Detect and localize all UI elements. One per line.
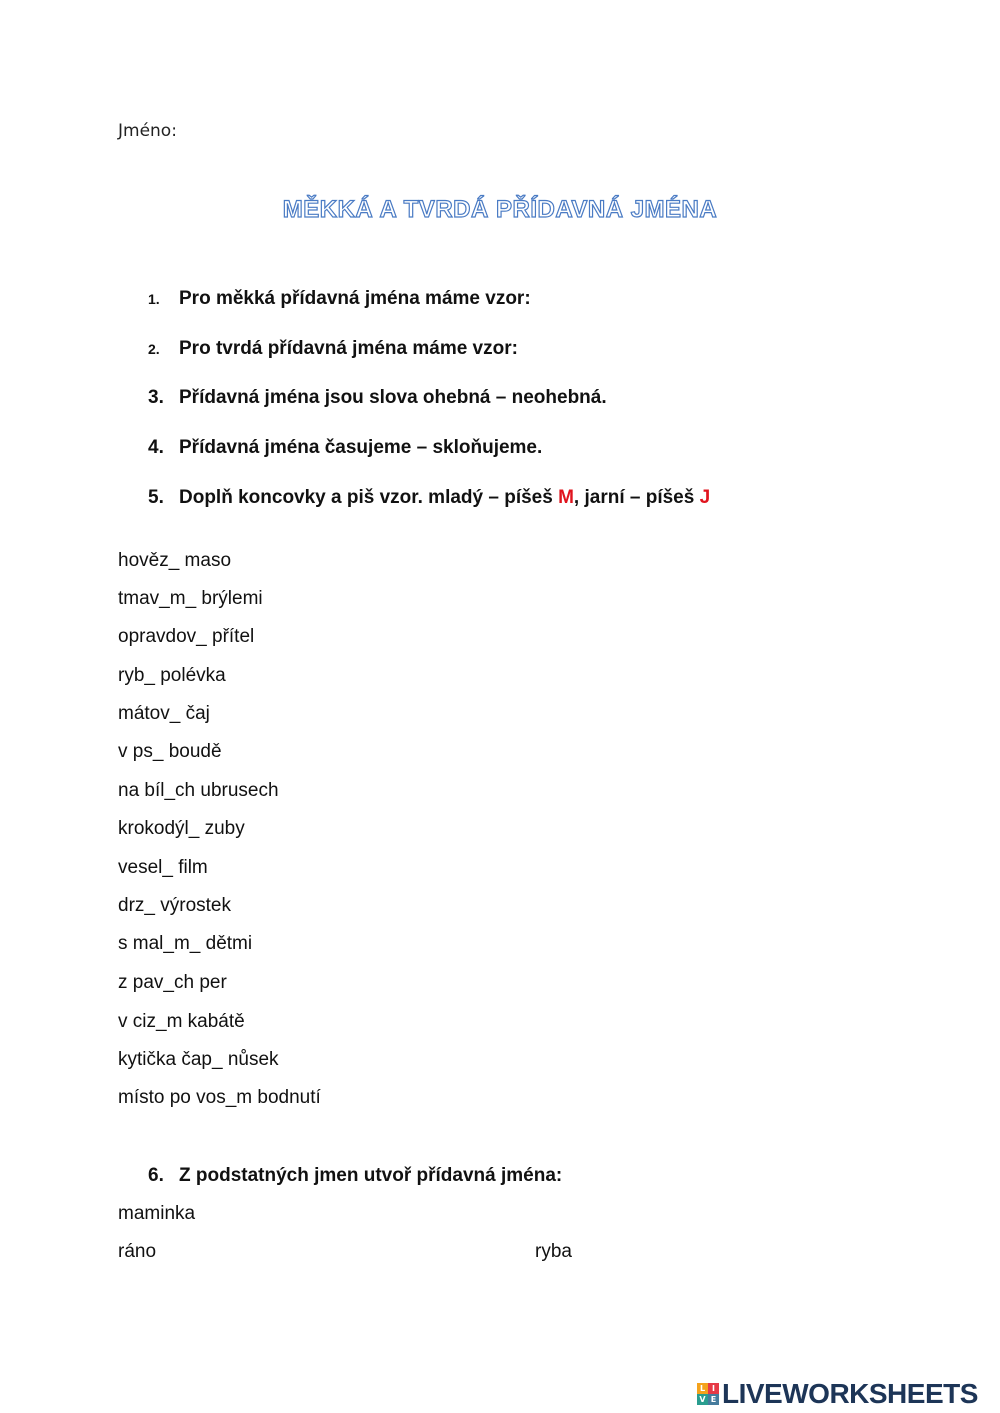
task-number: 4. <box>148 437 164 458</box>
phrase-item: drz_ výrostek <box>118 895 231 916</box>
letter-m: M <box>558 487 574 508</box>
noun-item: maminka <box>118 1203 196 1224</box>
task-4 <box>148 437 542 459</box>
task-6 <box>148 1165 562 1187</box>
logo-text: LIVEWORKSHEETS <box>722 1378 978 1409</box>
task-text: Přídavná jména časujeme – skloňujeme. <box>179 437 543 458</box>
task-2 <box>148 338 518 360</box>
logo-mark-letter: E <box>708 1394 719 1405</box>
letter-j: J <box>699 487 711 508</box>
phrase-item: na bíl_ch ubrusech <box>118 780 279 801</box>
phrase-item: hověz_ maso <box>118 550 232 571</box>
logo-mark-letter: I <box>708 1383 719 1394</box>
phrase-item: mátov_ čaj <box>118 703 210 724</box>
task-3 <box>148 387 607 409</box>
noun-item: ryba <box>535 1241 572 1262</box>
liveworksheets-logo <box>697 1377 978 1411</box>
task-text: Z podstatných jmen utvoř přídavná jména: <box>179 1165 563 1186</box>
page-title: MĚKKÁ A TVRDÁ PŘÍDAVNÁ JMÉNA <box>282 196 718 223</box>
phrase-item: v ciz_m kabátě <box>118 1011 245 1032</box>
task-text: Pro měkká přídavná jména máme vzor: <box>179 288 531 309</box>
task-text: Přídavná jména jsou slova ohebná – neohebná. <box>179 387 607 408</box>
phrase-item: vesel_ film <box>118 857 208 878</box>
task-text-b: , jarní – píšeš <box>573 487 700 508</box>
task-5 <box>148 487 710 509</box>
phrase-item: v ps_ boudě <box>118 741 222 762</box>
logo-mark-icon <box>697 1383 719 1405</box>
phrase-item: opravdov_ přítel <box>118 626 255 647</box>
phrase-item: místo po vos_m bodnutí <box>118 1087 321 1108</box>
task-number: 2. <box>148 341 160 357</box>
task-text: Doplň koncovky a piš vzor. mladý – píšeš <box>179 487 559 508</box>
phrase-item: tmav_m_ brýlemi <box>118 588 263 609</box>
task-number: 3. <box>148 387 164 408</box>
phrase-item: ryb_ polévka <box>118 665 226 686</box>
phrase-item: kytička čap_ nůsek <box>118 1049 279 1070</box>
task-text: Pro tvrdá přídavná jména máme vzor: <box>179 338 518 359</box>
phrase-item: krokodýl_ zuby <box>118 818 245 839</box>
noun-item: ráno <box>118 1241 157 1262</box>
task-number: 1. <box>148 291 160 307</box>
logo-mark-letter: V <box>697 1394 708 1405</box>
phrase-item: z pav_ch per <box>118 972 227 993</box>
phrase-item: s mal_m_ dětmi <box>118 933 253 954</box>
logo-mark-letter: L <box>697 1383 708 1394</box>
name-label: Jméno: <box>118 121 177 141</box>
task-1 <box>148 288 531 310</box>
task-number: 5. <box>148 487 164 508</box>
task-number: 6. <box>148 1165 164 1186</box>
